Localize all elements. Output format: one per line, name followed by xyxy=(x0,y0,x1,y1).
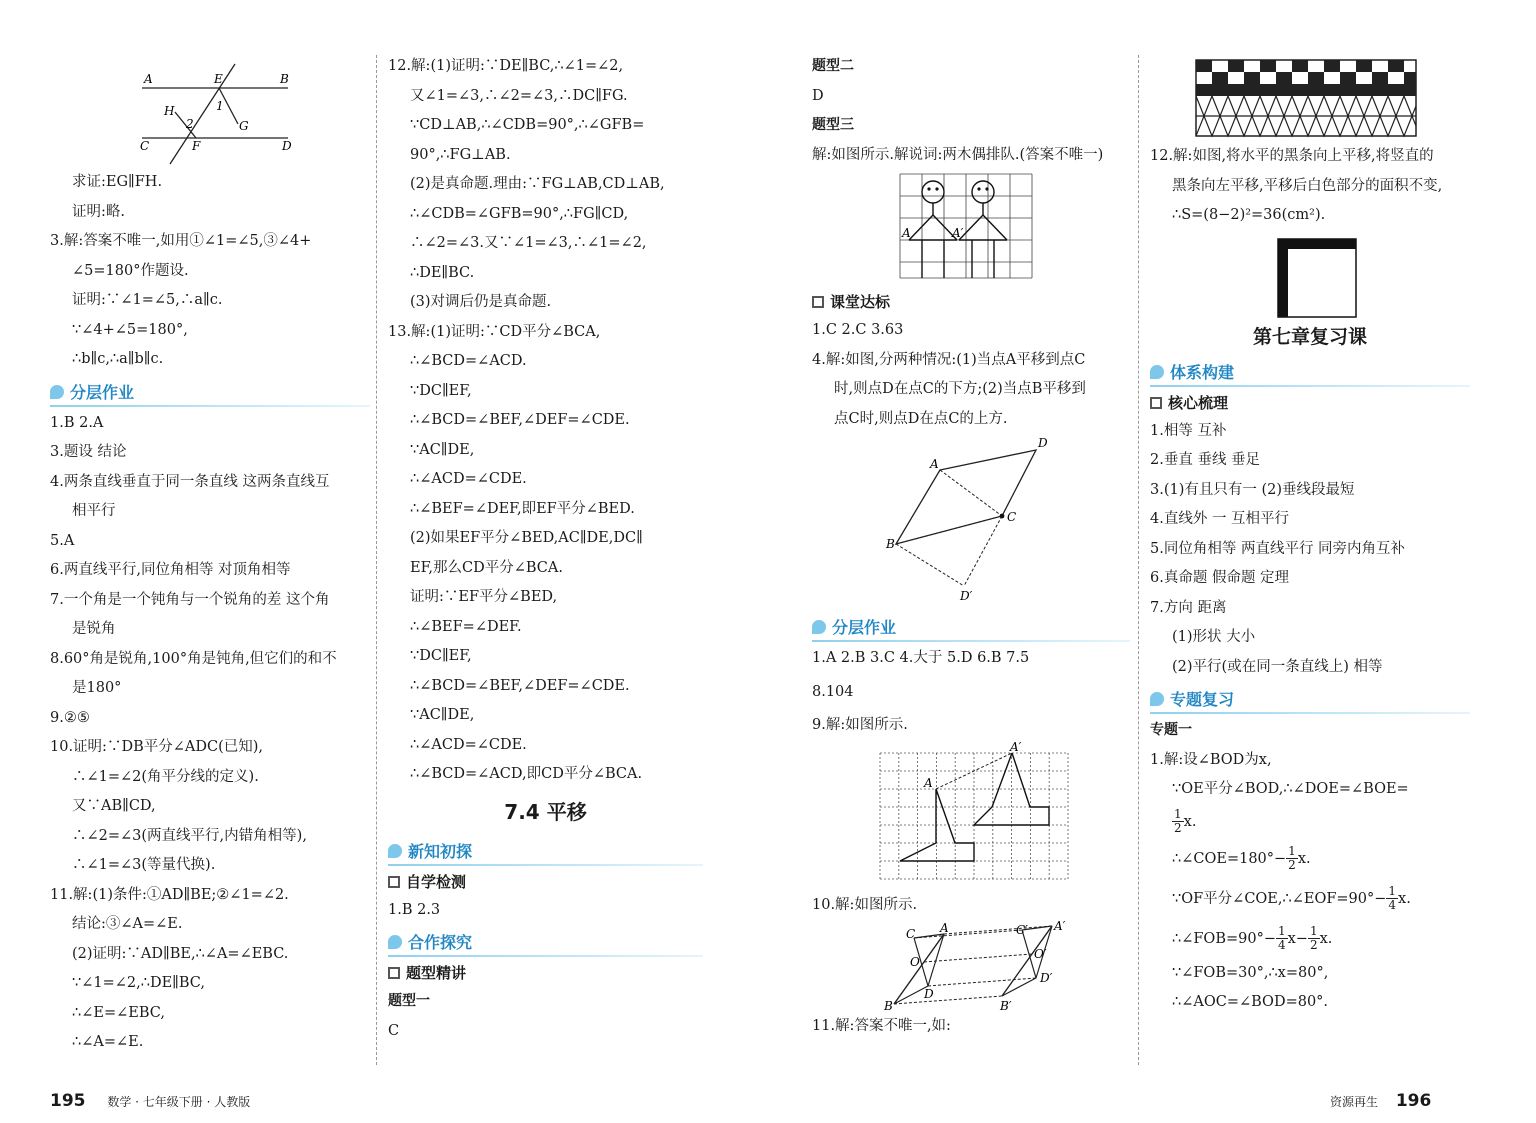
text-line: (2)是真命题.理由:∵FG⊥AB,CD⊥AB, xyxy=(410,176,665,192)
column-divider xyxy=(376,55,377,1065)
variable-x: x. xyxy=(1183,813,1197,830)
text-line: 2.垂直 垂线 垂足 xyxy=(1150,452,1261,468)
formula-line xyxy=(1150,919,1470,959)
figure-label: O′ xyxy=(1034,947,1047,961)
figure-label: H xyxy=(164,104,175,118)
text-line: 3.解:答案不唯一,如用①∠1=∠5,③∠4+ xyxy=(50,233,312,249)
formula-text: ∵OF平分∠COE,∴∠EOF=90°− xyxy=(1172,890,1387,907)
text-line: 90°,∴FG⊥AB. xyxy=(410,146,511,163)
figure-label: D xyxy=(924,987,934,1001)
text-line: (2)平行(或在同一条直线上) 相等 xyxy=(1172,658,1383,675)
text-line: 又∵AB∥CD, xyxy=(72,798,156,814)
translation-figure-4 xyxy=(812,434,1130,610)
text-line: (2)如果EF平分∠BED,AC∥DE,DC∥ xyxy=(410,530,643,546)
text-line: EF,那么CD平分∠BCA. xyxy=(410,559,563,576)
variable-x: x. xyxy=(1297,850,1311,867)
section-heading-tixi: 体系构建 xyxy=(1150,359,1470,387)
figure-label: B′ xyxy=(1000,999,1012,1012)
figure-label: G xyxy=(239,119,249,133)
text-line: 4.解:如图,分两种情况:(1)当点A平移到点C xyxy=(812,351,1086,368)
text-line: ∵AC∥DE, xyxy=(410,441,475,458)
fraction xyxy=(1286,845,1298,872)
text-line: 4.两条直线垂直于同一条直线 这两条直线互 xyxy=(50,473,330,490)
text-line: ∴∠2=∠3.又∵∠1=∠3,∴∠1=∠2, xyxy=(410,235,647,251)
text-line: 题型二 xyxy=(812,58,854,74)
text-line: ∴∠BCD=∠ACD. xyxy=(410,353,527,369)
figure-label: F xyxy=(192,139,201,153)
fraction xyxy=(1386,885,1398,912)
fraction-numerator: 1 xyxy=(1309,924,1318,938)
formula-text: ∴∠COE=180°− xyxy=(1172,850,1287,867)
text-line: ∴∠CDB=∠GFB=90°,∴FG∥CD, xyxy=(410,205,629,222)
text-line: ∴S=(8−2)²=36(cm²). xyxy=(1172,207,1326,223)
text-line: 题型一 xyxy=(388,993,430,1009)
text-line: 10.解:如图所示. xyxy=(812,896,918,913)
formula-text: ∴∠FOB=90°− xyxy=(1172,930,1276,947)
text-line: ∴∠ACD=∠CDE. xyxy=(410,471,527,487)
text-line: 1.B 2.A xyxy=(50,414,104,431)
section-title: 7.4 平移 xyxy=(504,799,587,824)
figure-label: B xyxy=(884,999,893,1012)
text-line: 1.B 2.3 xyxy=(388,901,441,918)
column-divider xyxy=(1138,55,1139,1065)
text-line: ∵∠1=∠2,∴DE∥BC, xyxy=(72,975,205,991)
figure-label: C xyxy=(140,139,150,153)
text-line: 是180° xyxy=(72,680,122,696)
text-line: 11.解:答案不唯一,如: xyxy=(812,1018,951,1034)
text-line: ∠5=180°作题设. xyxy=(72,262,189,279)
fraction-denominator: 4 xyxy=(1277,938,1286,952)
figure-label: O xyxy=(910,955,920,969)
text-line: (1)形状 大小 xyxy=(1172,629,1256,645)
chapter-title: 第七章复习课 xyxy=(1252,325,1367,348)
figure-label: D′ xyxy=(960,589,973,603)
text-line: ∴∠E=∠EBC, xyxy=(72,1004,165,1021)
figure-label: D xyxy=(1038,436,1048,450)
text-line: 1.相等 互补 xyxy=(1150,422,1227,439)
text-line: ∴DE∥BC. xyxy=(410,264,475,281)
text-line: ∴∠BEF=∠DEF. xyxy=(410,618,522,635)
figure-label: A xyxy=(924,775,933,790)
text-line: ∴∠BCD=∠BEF,∠DEF=∠CDE. xyxy=(410,677,630,694)
figure-label: E xyxy=(214,72,223,86)
text-line: (2)证明:∵AD∥BE,∴∠A=∠EBC. xyxy=(72,945,289,962)
parallel-lines-figure xyxy=(50,58,370,168)
text-line: ∴∠1=∠3(等量代换). xyxy=(72,857,216,873)
text-line: ∵OE平分∠BOD,∴∠DOE=∠BOE= xyxy=(1172,781,1409,797)
footer-right xyxy=(1330,1091,1431,1111)
sub-heading-tixing: 题型精讲 xyxy=(388,959,703,987)
fraction-denominator: 2 xyxy=(1309,938,1318,952)
figure-label: A xyxy=(930,457,939,471)
sub-heading-zixue: 自学检测 xyxy=(388,868,703,896)
column-2 xyxy=(388,52,703,1046)
text-line: ∵∠4+∠5=180°, xyxy=(72,321,188,338)
fraction xyxy=(1172,808,1184,835)
figure-label: A xyxy=(902,226,911,240)
text-line: 7.一个角是一个钝角与一个锐角的差 这个角 xyxy=(50,591,330,608)
sub-heading-hexin: 核心梳理 xyxy=(1150,389,1470,417)
fraction xyxy=(1276,925,1288,952)
text-line: 相平行 xyxy=(72,503,116,519)
figure-label: A xyxy=(940,921,949,935)
text-line: ∴∠BCD=∠ACD,即CD平分∠BCA. xyxy=(410,766,643,782)
section-heading-xinzhi: 新知初探 xyxy=(388,838,703,866)
text-line: 题型三 xyxy=(812,117,854,133)
figure-label: C xyxy=(1007,510,1017,524)
section-heading-fenceng: 分层作业 xyxy=(50,379,370,407)
text-line: 9.解:如图所示. xyxy=(812,717,908,733)
figure-label: A′ xyxy=(1010,740,1022,754)
fraction xyxy=(1308,925,1320,952)
text-line: 9.②⑤ xyxy=(50,709,90,726)
footer-caption-left: 数学 · 七年级下册 · 人教版 xyxy=(107,1095,251,1109)
text-line: ∴∠BEF=∠DEF,即EF平分∠BED. xyxy=(410,500,635,517)
figure-label: B xyxy=(886,537,895,551)
text-line: 黑条向左平移,平移后白色部分的面积不变, xyxy=(1172,177,1443,194)
text-line: 13.解:(1)证明:∵CD平分∠BCA, xyxy=(388,323,601,340)
text-line: 5.同位角相等 两直线平行 同旁内角互补 xyxy=(1150,540,1406,557)
text-line: ∵∠FOB=30°,∴x=80°, xyxy=(1172,964,1329,981)
fraction-numerator: 1 xyxy=(1277,924,1286,938)
text-line: 8.104 xyxy=(812,683,854,700)
text-line: 12.解:(1)证明:∵DE∥BC,∴∠1=∠2, xyxy=(388,58,624,74)
tile-pattern-figure xyxy=(1150,56,1470,142)
text-line: 证明:略. xyxy=(72,203,125,220)
text-line: 1.A 2.B 3.C 4.大于 5.D 6.B 7.5 xyxy=(812,650,1030,666)
section-heading-fenceng-2: 分层作业 xyxy=(812,614,1130,642)
page-number-left: 195 xyxy=(50,1091,86,1111)
footer-left xyxy=(50,1091,250,1111)
fraction-numerator: 1 xyxy=(1174,807,1182,821)
text-line: 3.(1)有且只有一 (2)垂线段最短 xyxy=(1150,481,1355,498)
text-line: 11.解:(1)条件:①AD∥BE;②∠1=∠2. xyxy=(50,886,289,903)
figure-label: 2 xyxy=(186,117,194,131)
footer-caption-right: 资源再生 xyxy=(1330,1095,1379,1109)
text-line: 4.直线外 一 互相平行 xyxy=(1150,511,1290,527)
text-line: 求证:EG∥FH. xyxy=(72,174,163,190)
sub-heading-ketang: 课堂达标 xyxy=(812,288,1130,316)
fraction-denominator: 2 xyxy=(1174,821,1182,835)
section-heading-hezuo: 合作探究 xyxy=(388,929,703,957)
text-line: 3.题设 结论 xyxy=(50,444,127,460)
formula-line xyxy=(1150,879,1470,919)
text-line: ∴∠ACD=∠CDE. xyxy=(410,736,527,753)
column-4 xyxy=(1150,52,1470,1018)
column-1 xyxy=(50,50,370,1058)
text-line: 6.真命题 假命题 定理 xyxy=(1150,570,1290,586)
text-line: 7.方向 距离 xyxy=(1150,599,1227,616)
formula-line xyxy=(1150,839,1470,879)
figure-label: A′ xyxy=(952,226,964,240)
text-line: C xyxy=(388,1022,400,1039)
text-line: 6.两直线平行,同位角相等 对顶角相等 xyxy=(50,562,291,578)
text-line: 证明:∵EF平分∠BED, xyxy=(410,589,558,605)
text-line: 点C时,则点D在点C的上方. xyxy=(834,410,1008,427)
text-line: D xyxy=(812,87,824,104)
text-line: 12.解:如图,将水平的黑条向上平移,将竖直的 xyxy=(1150,148,1434,164)
figure-label: D xyxy=(282,139,292,153)
text-line: ∴∠AOC=∠BOD=80°. xyxy=(1172,994,1329,1010)
fraction-numerator: 1 xyxy=(1388,884,1397,898)
text-line: 10.证明:∵DB平分∠ADC(已知), xyxy=(50,739,263,755)
text-line: 1.C 2.C 3.63 xyxy=(812,322,904,338)
text-line: 解:如图所示.解说词:两木偶排队.(答案不唯一) xyxy=(812,146,1104,163)
square-figure xyxy=(1150,235,1470,319)
column-3 xyxy=(812,52,1130,1042)
variable-x: x. xyxy=(1319,930,1333,947)
text-line: ∴∠A=∠E. xyxy=(72,1034,144,1050)
text-line: 证明:∵∠1=∠5,∴a∥c. xyxy=(72,292,223,308)
figure-label: C′ xyxy=(1016,923,1028,937)
text-line: ∵DC∥EF, xyxy=(410,648,472,664)
translation-figure-9 xyxy=(812,741,1130,891)
page-number-right: 196 xyxy=(1395,1091,1432,1111)
text-line: 1.解:设∠BOD为x, xyxy=(1150,751,1272,768)
text-line: ∴b∥c,∴a∥b∥c. xyxy=(72,351,164,367)
figure-label: 1 xyxy=(216,99,224,113)
text-line: ∵DC∥EF, xyxy=(410,382,472,399)
text-line: 专题一 xyxy=(1150,722,1192,738)
figure-label: A′ xyxy=(1054,920,1066,933)
formula-line xyxy=(1150,805,1470,839)
fraction-denominator: 4 xyxy=(1388,898,1397,912)
text-line: ∴∠1=∠2(角平分线的定义). xyxy=(72,768,259,785)
translation-figure-10 xyxy=(812,920,1130,1012)
text-line: 时,则点D在点C的下方;(2)当点B平移到 xyxy=(834,381,1086,397)
text-line: 是锐角 xyxy=(72,621,116,637)
text-line: ∴∠2=∠3(两直线平行,内错角相等), xyxy=(72,827,307,844)
formula-text: x− xyxy=(1287,930,1308,947)
text-line: (3)对调后仍是真命题. xyxy=(410,294,552,310)
section-heading-zhuanti: 专题复习 xyxy=(1150,686,1470,714)
puppet-grid-figure xyxy=(812,170,1130,282)
fraction-denominator: 2 xyxy=(1288,858,1296,872)
figure-label: D′ xyxy=(1040,971,1053,985)
figure-label: C xyxy=(906,927,916,941)
text-line: 8.60°角是锐角,100°角是钝角,但它们的和不 xyxy=(50,650,337,667)
figure-label: A xyxy=(144,72,153,86)
text-line: 又∠1=∠3,∴∠2=∠3,∴DC∥FG. xyxy=(410,87,628,104)
fraction-numerator: 1 xyxy=(1288,844,1296,858)
variable-x: x. xyxy=(1398,890,1411,907)
text-line: ∵CD⊥AB,∴∠CDB=90°,∴∠GFB= xyxy=(410,117,645,133)
text-line: 结论:③∠A=∠E. xyxy=(72,916,183,932)
text-line: 5.A xyxy=(50,532,75,549)
text-line: ∵AC∥DE, xyxy=(410,707,475,723)
figure-label: B xyxy=(280,72,289,86)
text-line: ∴∠BCD=∠BEF,∠DEF=∠CDE. xyxy=(410,412,630,428)
